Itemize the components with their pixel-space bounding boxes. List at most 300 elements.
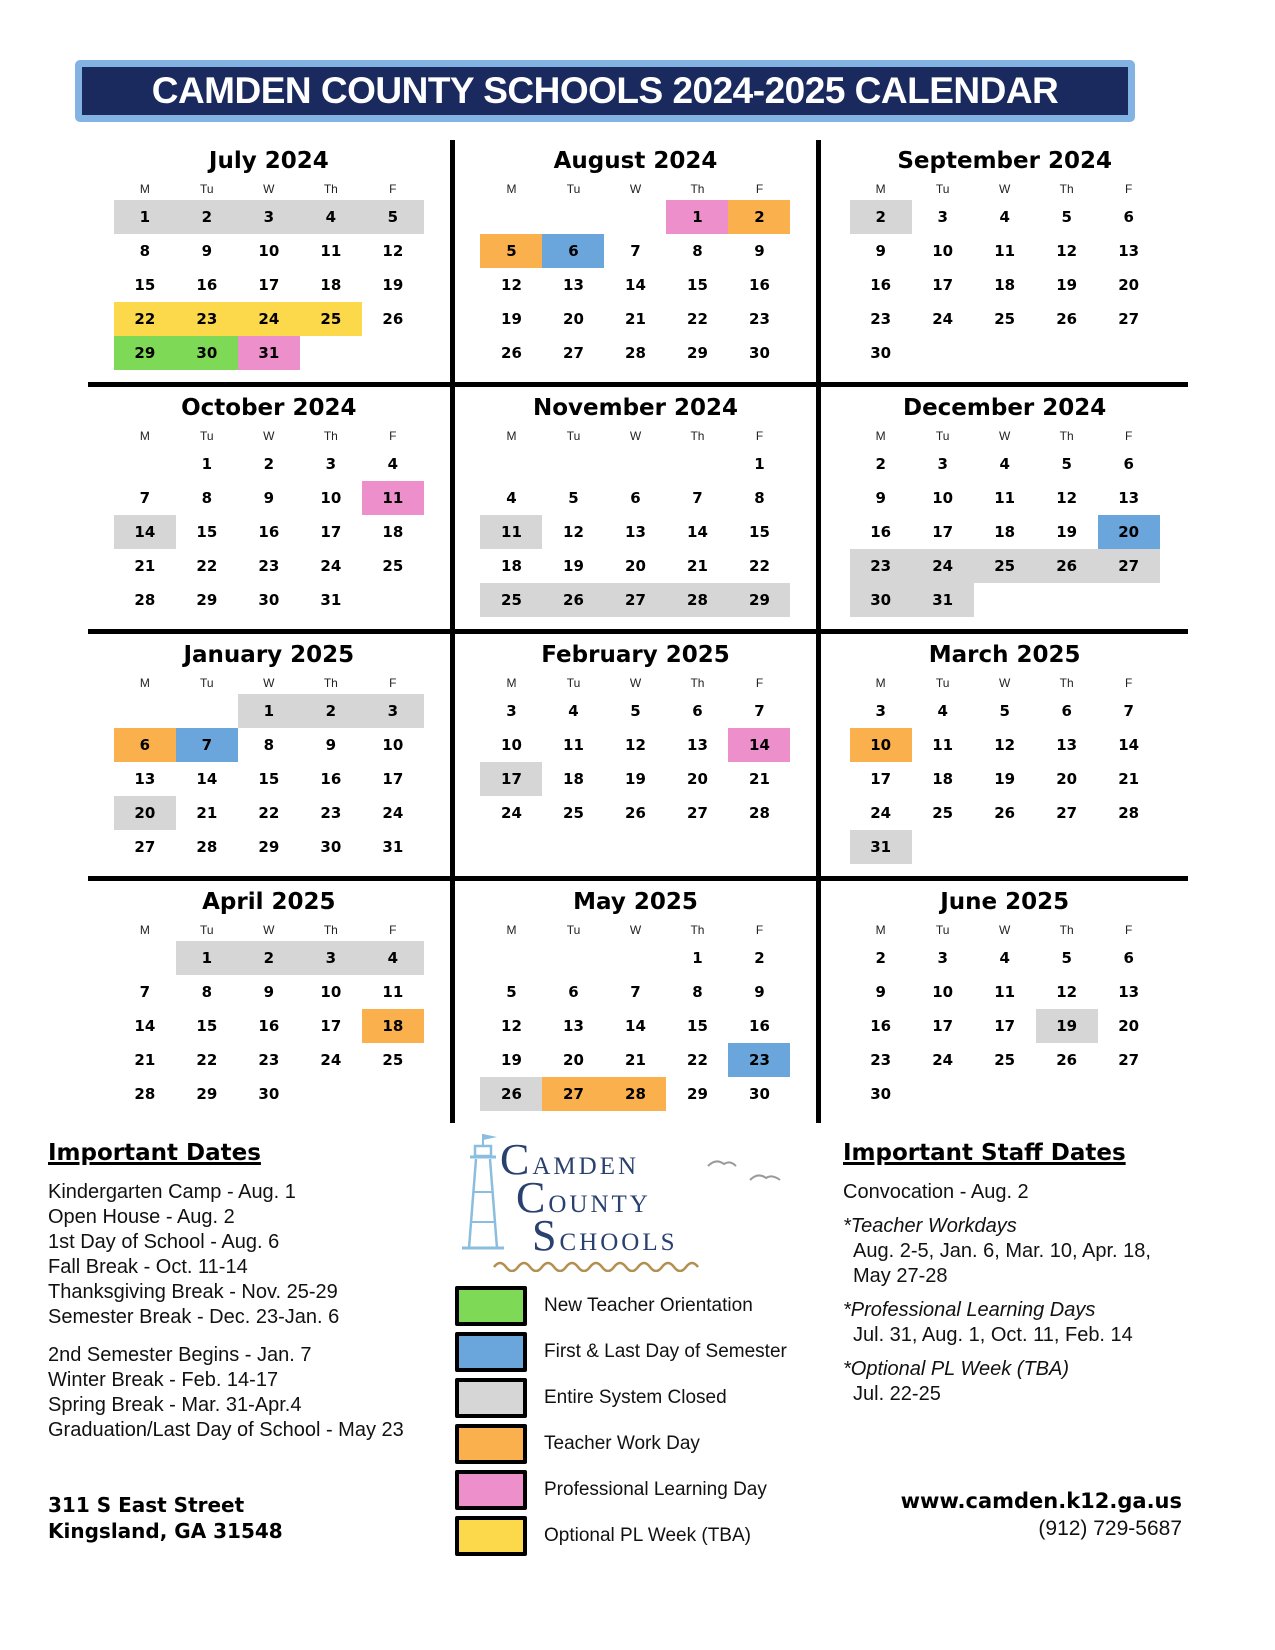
day-december-6: 6 [1123, 455, 1134, 473]
day-april-2: 2 [238, 941, 300, 975]
day-march-3: 3 [875, 702, 886, 720]
day-february-21: 21 [749, 770, 770, 788]
day-october-2: 2 [263, 455, 275, 473]
day-january-15: 15 [258, 770, 280, 788]
day-march-20: 20 [1056, 770, 1078, 788]
month-july [88, 140, 455, 387]
weekday-header-W: W [629, 182, 642, 196]
month-title: September 2024 [897, 148, 1112, 174]
day-april-16: 16 [258, 1017, 280, 1035]
day-may-15: 15 [687, 1017, 708, 1035]
day-empty [912, 1077, 974, 1111]
day-april-3: 3 [300, 941, 362, 975]
day-february-25: 25 [563, 804, 584, 822]
staff-item-lead: *Professional Learning Days [843, 1299, 1096, 1321]
day-february-10: 10 [501, 736, 522, 754]
day-march-6: 6 [1061, 702, 1072, 720]
day-october-1: 1 [201, 455, 213, 473]
important-dates-group2 [48, 1343, 458, 1443]
month-september [821, 140, 1188, 387]
logo-text [500, 1135, 678, 1260]
day-july-29: 29 [114, 336, 176, 370]
month-title: January 2025 [183, 642, 355, 668]
day-july-3: 3 [238, 200, 300, 234]
day-january-13: 13 [134, 770, 156, 788]
logo-word: SCHOOLS [532, 1211, 678, 1260]
day-december-25: 25 [974, 549, 1036, 583]
day-april-21: 21 [134, 1051, 156, 1069]
important-date-item: Spring Break - Mar. 31-Apr.4 [48, 1394, 302, 1416]
day-may-29: 29 [687, 1085, 708, 1103]
month-december [821, 387, 1188, 634]
day-november-28: 28 [666, 583, 728, 617]
day-march-5: 5 [999, 702, 1010, 720]
day-empty [114, 447, 176, 481]
day-december-12: 12 [1056, 489, 1078, 507]
day-july-25: 25 [300, 302, 362, 336]
weekday-header-Tu: Tu [566, 923, 581, 937]
day-may-21: 21 [625, 1051, 646, 1069]
month-title: August 2024 [553, 148, 718, 174]
day-empty [912, 336, 974, 370]
weekday-header-Th: Th [690, 429, 705, 443]
day-september-18: 18 [994, 276, 1016, 294]
weekday-header-Th: Th [690, 676, 705, 690]
day-june-4: 4 [999, 949, 1010, 967]
day-empty [1036, 830, 1098, 864]
important-dates-section [48, 1140, 458, 1443]
weekday-header-F: F [389, 429, 397, 443]
orange-swatch [455, 1424, 527, 1464]
day-november-20: 20 [625, 557, 646, 575]
day-april-24: 24 [320, 1051, 342, 1069]
day-july-23: 23 [176, 302, 238, 336]
weekday-header-F: F [389, 676, 397, 690]
day-december-26: 26 [1036, 549, 1098, 583]
staff-dates-section [843, 1140, 1243, 1407]
day-july-17: 17 [258, 276, 280, 294]
day-june-3: 3 [937, 949, 948, 967]
day-may-12: 12 [501, 1017, 522, 1035]
legend-row-yellow [455, 1516, 787, 1556]
weekday-header-F: F [755, 923, 764, 937]
day-june-13: 13 [1118, 983, 1140, 1001]
day-may-23: 23 [728, 1043, 790, 1077]
day-empty [604, 941, 666, 975]
weekday-header-M: M [506, 429, 517, 443]
day-august-16: 16 [749, 276, 770, 294]
yellow-swatch [455, 1516, 527, 1556]
day-march-4: 4 [937, 702, 948, 720]
legend-row-gray [455, 1378, 787, 1418]
weekday-header-Tu: Tu [935, 182, 950, 196]
day-january-9: 9 [325, 736, 337, 754]
day-empty [362, 1077, 424, 1111]
day-september-4: 4 [999, 208, 1010, 226]
day-november-14: 14 [687, 523, 708, 541]
weekday-header-F: F [1124, 676, 1133, 690]
staff-dates-heading: Important Staff Dates [843, 1140, 1126, 1166]
legend-label: First & Last Day of Semester [544, 1341, 787, 1362]
day-september-11: 11 [994, 242, 1016, 260]
day-september-16: 16 [870, 276, 892, 294]
day-september-17: 17 [932, 276, 954, 294]
day-july-12: 12 [382, 242, 404, 260]
month-august [455, 140, 822, 387]
day-grid [480, 425, 790, 617]
legend-row-green [455, 1286, 787, 1326]
day-august-2: 2 [728, 200, 790, 234]
day-january-6: 6 [114, 728, 176, 762]
day-february-28: 28 [749, 804, 770, 822]
day-december-19: 19 [1056, 523, 1078, 541]
month-title: October 2024 [181, 395, 357, 421]
day-november-12: 12 [563, 523, 584, 541]
day-february-5: 5 [630, 702, 641, 720]
day-may-9: 9 [754, 983, 765, 1001]
day-may-28: 28 [604, 1077, 666, 1111]
day-february-17: 17 [480, 762, 542, 796]
day-july-15: 15 [134, 276, 156, 294]
day-empty [114, 941, 176, 975]
day-empty [974, 1077, 1036, 1111]
weekday-header-W: W [998, 182, 1011, 196]
day-september-13: 13 [1118, 242, 1140, 260]
weekday-header-F: F [1124, 429, 1133, 443]
day-january-27: 27 [134, 838, 156, 856]
day-november-7: 7 [692, 489, 703, 507]
weekday-header-Th: Th [690, 182, 705, 196]
day-october-7: 7 [139, 489, 151, 507]
weekday-header-Tu: Tu [200, 676, 214, 690]
day-grid [850, 919, 1160, 1111]
day-april-29: 29 [196, 1085, 218, 1103]
day-august-27: 27 [563, 344, 584, 362]
day-grid [114, 672, 424, 864]
day-january-16: 16 [320, 770, 342, 788]
day-june-12: 12 [1056, 983, 1078, 1001]
day-empty [362, 336, 424, 370]
day-july-11: 11 [320, 242, 342, 260]
day-june-16: 16 [870, 1017, 892, 1035]
day-march-14: 14 [1118, 736, 1140, 754]
day-december-18: 18 [994, 523, 1016, 541]
website-link[interactable]: www.camden.k12.ga.us [900, 1489, 1182, 1513]
weekday-header-W: W [998, 676, 1011, 690]
important-date-item: 1st Day of School - Aug. 6 [48, 1231, 280, 1253]
day-may-8: 8 [692, 983, 703, 1001]
months-grid [88, 140, 1188, 1123]
day-february-4: 4 [568, 702, 579, 720]
day-may-5: 5 [506, 983, 517, 1001]
day-march-19: 19 [994, 770, 1016, 788]
weekday-header-M: M [875, 182, 886, 196]
day-march-18: 18 [932, 770, 954, 788]
day-october-16: 16 [258, 523, 280, 541]
day-empty [1036, 1077, 1098, 1111]
day-february-24: 24 [501, 804, 522, 822]
day-august-5: 5 [480, 234, 542, 268]
staff-item-detail: Jul. 31, Aug. 1, Oct. 11, Feb. 14 [853, 1324, 1133, 1346]
day-october-9: 9 [263, 489, 275, 507]
day-april-22: 22 [196, 1051, 218, 1069]
gray-swatch [455, 1378, 527, 1418]
month-title: March 2025 [928, 642, 1081, 668]
month-title: February 2025 [541, 642, 730, 668]
day-july-31: 31 [238, 336, 300, 370]
day-grid [850, 425, 1160, 617]
logo-initial: S [532, 1211, 560, 1260]
day-april-9: 9 [263, 983, 275, 1001]
day-may-20: 20 [563, 1051, 584, 1069]
day-july-2: 2 [176, 200, 238, 234]
day-december-13: 13 [1118, 489, 1140, 507]
day-empty [1098, 583, 1160, 617]
day-march-10: 10 [850, 728, 912, 762]
day-november-22: 22 [749, 557, 770, 575]
weekday-header-W: W [263, 429, 275, 443]
day-grid [480, 672, 790, 830]
important-dates-group1 [48, 1180, 458, 1330]
month-title: July 2024 [208, 148, 329, 174]
day-may-27: 27 [542, 1077, 604, 1111]
day-october-29: 29 [196, 591, 218, 609]
weekday-header-Th: Th [1059, 923, 1074, 937]
weekday-header-M: M [139, 676, 150, 690]
day-december-27: 27 [1098, 549, 1160, 583]
month-february [455, 634, 822, 881]
day-june-19: 19 [1036, 1009, 1098, 1043]
day-march-7: 7 [1123, 702, 1134, 720]
day-november-19: 19 [563, 557, 584, 575]
day-empty [300, 336, 362, 370]
day-february-13: 13 [687, 736, 708, 754]
day-december-23: 23 [850, 549, 912, 583]
day-august-23: 23 [749, 310, 770, 328]
page-title: CAMDEN COUNTY SCHOOLS 2024-2025 CALENDAR [151, 70, 1059, 111]
weekday-header-W: W [263, 182, 275, 196]
day-june-27: 27 [1118, 1051, 1140, 1069]
day-march-25: 25 [932, 804, 954, 822]
day-december-4: 4 [999, 455, 1010, 473]
day-august-28: 28 [625, 344, 646, 362]
day-april-11: 11 [382, 983, 404, 1001]
day-april-30: 30 [258, 1085, 280, 1103]
day-february-3: 3 [506, 702, 517, 720]
day-january-31: 31 [382, 838, 404, 856]
day-march-13: 13 [1056, 736, 1078, 754]
day-august-19: 19 [501, 310, 522, 328]
day-grid [114, 425, 424, 617]
weekday-header-Tu: Tu [566, 182, 581, 196]
day-august-29: 29 [687, 344, 708, 362]
day-april-18: 18 [362, 1009, 424, 1043]
important-date-item: 2nd Semester Begins - Jan. 7 [48, 1344, 312, 1366]
day-july-22: 22 [114, 302, 176, 336]
day-november-26: 26 [542, 583, 604, 617]
day-may-19: 19 [501, 1051, 522, 1069]
day-november-21: 21 [687, 557, 708, 575]
day-february-18: 18 [563, 770, 584, 788]
day-july-18: 18 [320, 276, 342, 294]
weekday-header-W: W [263, 676, 275, 690]
weekday-header-M: M [875, 429, 886, 443]
staff-item-lead: *Teacher Workdays [843, 1215, 1017, 1237]
day-empty [1098, 1077, 1160, 1111]
day-empty [542, 447, 604, 481]
day-january-29: 29 [258, 838, 280, 856]
day-april-23: 23 [258, 1051, 280, 1069]
day-august-12: 12 [501, 276, 522, 294]
day-march-12: 12 [994, 736, 1016, 754]
pink-swatch [455, 1470, 527, 1510]
day-march-17: 17 [870, 770, 892, 788]
day-july-26: 26 [382, 310, 404, 328]
day-empty [974, 830, 1036, 864]
day-empty [480, 200, 542, 234]
day-june-23: 23 [870, 1051, 892, 1069]
weekday-header-W: W [629, 923, 642, 937]
day-empty [604, 200, 666, 234]
day-september-10: 10 [932, 242, 954, 260]
day-april-28: 28 [134, 1085, 156, 1103]
weekday-header-M: M [139, 923, 150, 937]
day-empty [114, 694, 176, 728]
day-april-10: 10 [320, 983, 342, 1001]
day-june-2: 2 [875, 949, 886, 967]
day-september-12: 12 [1056, 242, 1078, 260]
day-june-17: 17 [932, 1017, 954, 1035]
day-july-16: 16 [196, 276, 218, 294]
day-empty [1098, 830, 1160, 864]
important-date-item: Kindergarten Camp - Aug. 1 [48, 1181, 296, 1203]
day-november-1: 1 [754, 455, 765, 473]
day-august-26: 26 [501, 344, 522, 362]
weekday-header-M: M [875, 676, 886, 690]
day-june-6: 6 [1123, 949, 1134, 967]
day-august-7: 7 [630, 242, 641, 260]
day-february-12: 12 [625, 736, 646, 754]
day-december-30: 30 [850, 583, 912, 617]
month-title: December 2024 [902, 395, 1107, 421]
day-september-30: 30 [870, 344, 892, 362]
day-february-6: 6 [692, 702, 703, 720]
day-empty [604, 447, 666, 481]
day-january-30: 30 [320, 838, 342, 856]
day-may-13: 13 [563, 1017, 584, 1035]
day-october-4: 4 [387, 455, 399, 473]
day-february-19: 19 [625, 770, 646, 788]
weekday-header-Tu: Tu [200, 923, 214, 937]
month-april [88, 881, 455, 1123]
legend-row-pink [455, 1470, 787, 1510]
important-date-item: Semester Break - Dec. 23-Jan. 6 [48, 1306, 340, 1328]
day-october-15: 15 [196, 523, 218, 541]
day-january-28: 28 [196, 838, 218, 856]
day-march-11: 11 [932, 736, 954, 754]
month-may [455, 881, 822, 1123]
weekday-header-M: M [139, 429, 150, 443]
weekday-header-W: W [629, 429, 642, 443]
weekday-header-M: M [506, 676, 517, 690]
day-february-20: 20 [687, 770, 708, 788]
day-december-24: 24 [912, 549, 974, 583]
weekday-header-Th: Th [323, 676, 338, 690]
day-april-4: 4 [362, 941, 424, 975]
logo-initial: C [516, 1173, 549, 1222]
day-may-26: 26 [480, 1077, 542, 1111]
phone-number: (912) 729-5687 [1038, 1517, 1182, 1540]
month-title: November 2024 [532, 395, 739, 421]
important-date-item: Fall Break - Oct. 11-14 [48, 1256, 248, 1278]
staff-item-detail: May 27-28 [853, 1265, 948, 1287]
day-september-24: 24 [932, 310, 954, 328]
day-september-6: 6 [1123, 208, 1134, 226]
day-april-8: 8 [201, 983, 213, 1001]
day-june-25: 25 [994, 1051, 1016, 1069]
day-december-5: 5 [1061, 455, 1072, 473]
blue-swatch [455, 1332, 527, 1372]
day-august-9: 9 [754, 242, 765, 260]
day-empty [912, 830, 974, 864]
day-november-15: 15 [749, 523, 770, 541]
day-may-14: 14 [625, 1017, 646, 1035]
day-september-27: 27 [1118, 310, 1140, 328]
staff-date-item [843, 1357, 1243, 1407]
important-date-item: Thanksgiving Break - Nov. 25-29 [48, 1281, 338, 1303]
important-dates-heading: Important Dates [48, 1140, 261, 1166]
weekday-header-F: F [755, 676, 764, 690]
day-october-8: 8 [201, 489, 213, 507]
day-october-28: 28 [134, 591, 156, 609]
day-december-16: 16 [870, 523, 892, 541]
day-january-7: 7 [176, 728, 238, 762]
day-june-30: 30 [870, 1085, 892, 1103]
day-empty [300, 1077, 362, 1111]
weekday-header-F: F [755, 182, 764, 196]
weekday-header-M: M [506, 182, 517, 196]
day-april-1: 1 [176, 941, 238, 975]
day-april-7: 7 [139, 983, 151, 1001]
day-november-5: 5 [568, 489, 579, 507]
weekday-header-Tu: Tu [566, 676, 581, 690]
logo-inner [452, 1126, 792, 1258]
day-november-29: 29 [728, 583, 790, 617]
weekday-header-Th: Th [323, 429, 338, 443]
day-august-22: 22 [687, 310, 708, 328]
day-march-24: 24 [870, 804, 892, 822]
day-grid [114, 919, 424, 1111]
day-may-6: 6 [568, 983, 579, 1001]
day-october-11: 11 [362, 481, 424, 515]
legend-row-blue [455, 1332, 787, 1372]
month-november [455, 387, 822, 634]
logo-word: COUNTY [516, 1173, 651, 1222]
day-october-24: 24 [320, 557, 342, 575]
day-march-28: 28 [1118, 804, 1140, 822]
weekday-header-M: M [506, 923, 517, 937]
address-line2: Kingsland, GA 31548 [48, 1519, 283, 1543]
weekday-header-Tu: Tu [566, 429, 581, 443]
day-september-26: 26 [1056, 310, 1078, 328]
weekday-header-Tu: Tu [200, 182, 214, 196]
important-date-item: Open House - Aug. 2 [48, 1206, 235, 1228]
legend-label: Optional PL Week (TBA) [544, 1525, 751, 1546]
birds-icon [706, 1154, 786, 1188]
day-september-9: 9 [875, 242, 886, 260]
weekday-header-Tu: Tu [935, 429, 950, 443]
month-title: April 2025 [202, 889, 336, 915]
